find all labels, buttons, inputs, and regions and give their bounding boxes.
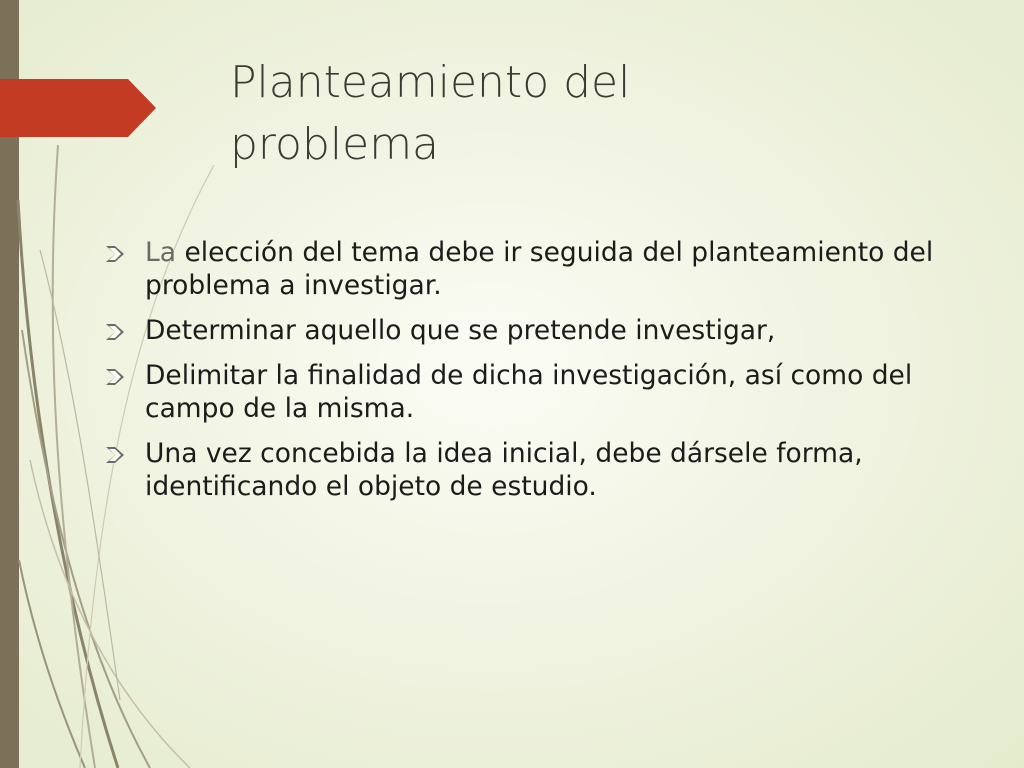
bullet-item-4 <box>105 437 985 503</box>
bullet-list <box>105 236 985 515</box>
bullet-4-text: Una vez concebida la idea inicial, debe dársele forma, identificando el objeto de estudio. <box>145 438 863 502</box>
arrow-bullet-icon <box>105 245 125 263</box>
title-line-2: problema <box>230 119 440 170</box>
bullet-3-text: Delimitar la finalidad de dicha investigación, así como del campo de la misma. <box>145 360 913 424</box>
bullet-2-text: Determinar aquello que se pretende investigar, <box>145 315 776 346</box>
slide-title <box>230 52 930 176</box>
arrow-bullet-icon <box>105 368 125 386</box>
bullet-1-text: elección del tema debe ir seguida del planteamiento del problema a investigar. <box>145 237 934 301</box>
bullet-item-3 <box>105 359 985 425</box>
arrow-bullet-icon <box>105 446 125 464</box>
arrow-bullet-icon <box>105 323 125 341</box>
bullet-1-lead: La <box>145 237 177 268</box>
red-tab-shape <box>0 79 156 137</box>
bullet-item-1 <box>105 236 985 302</box>
bullet-item-2 <box>105 314 985 347</box>
title-line-1: Planteamiento del <box>230 57 631 108</box>
